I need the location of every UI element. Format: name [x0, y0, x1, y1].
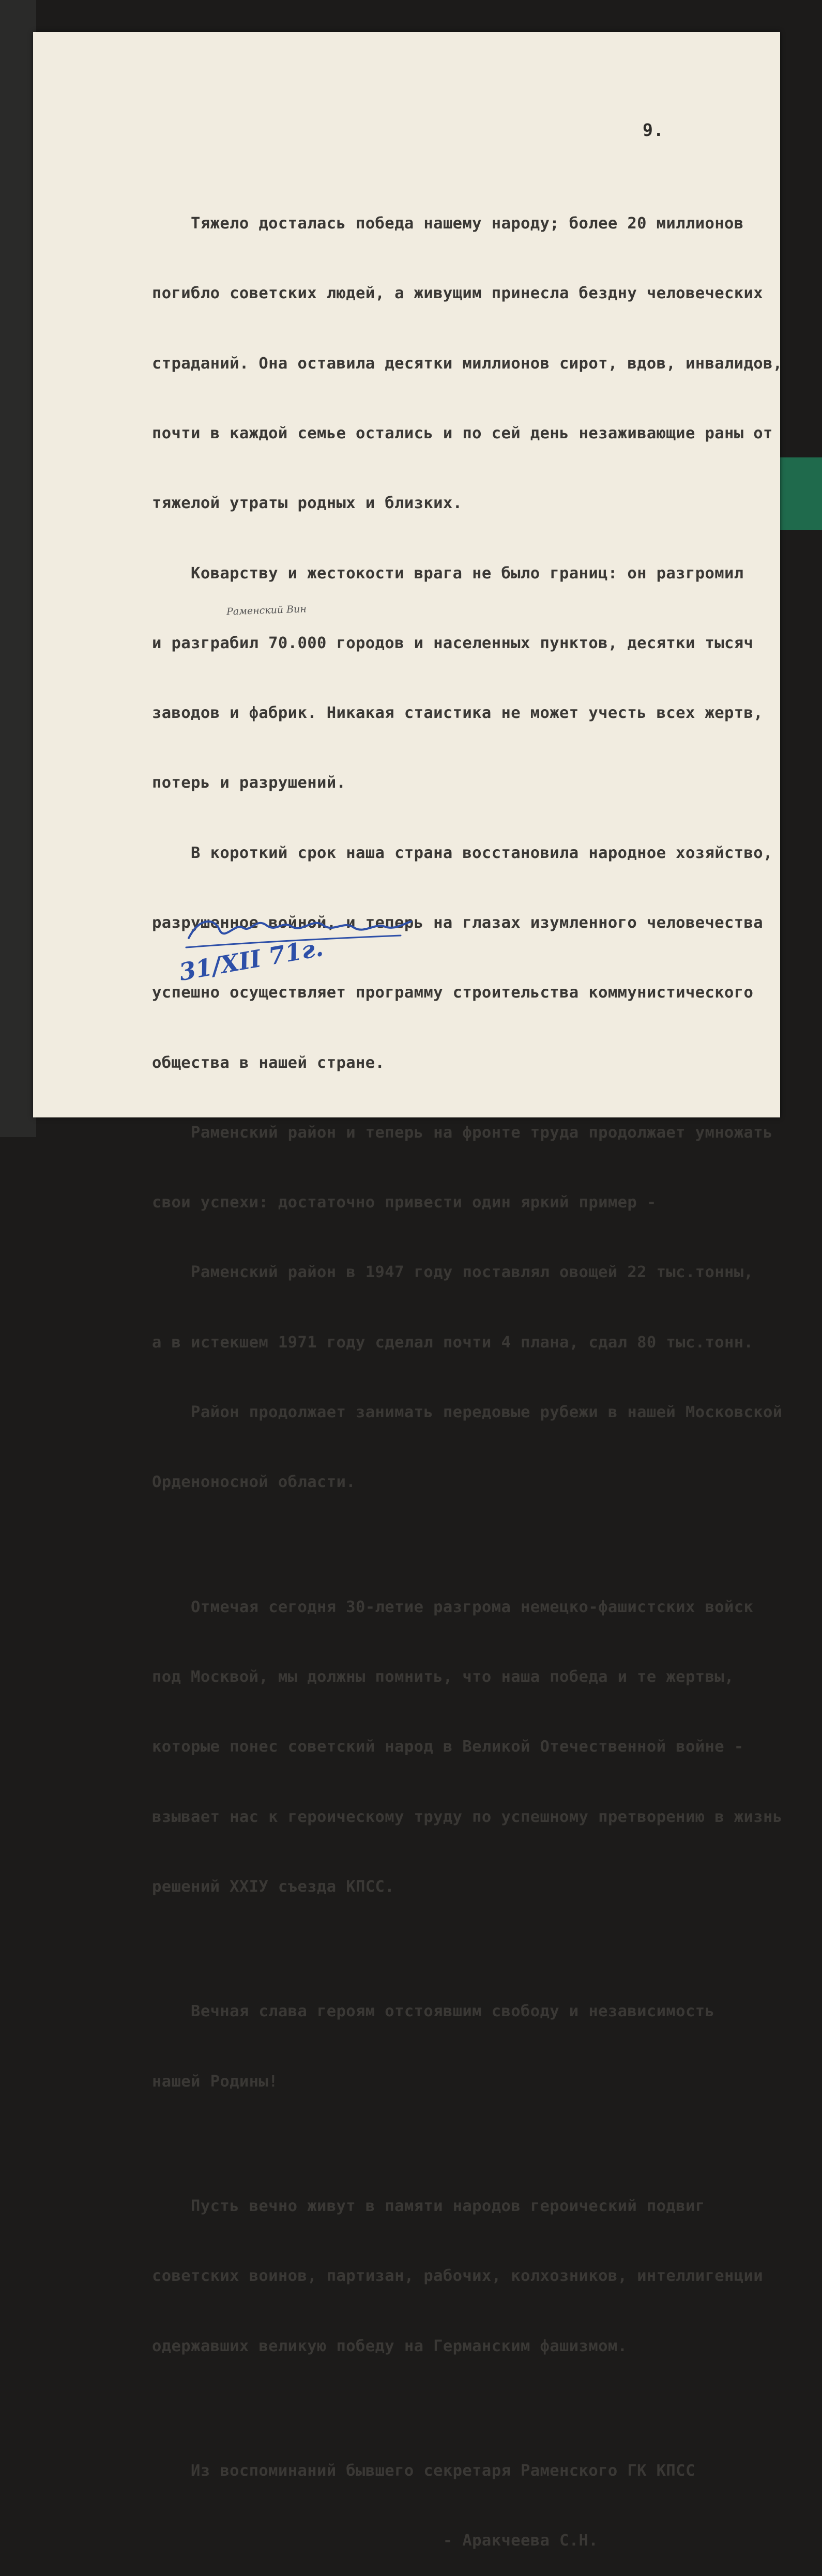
- text-line: успешно осуществляет программу строительства коммунистического: [152, 984, 754, 1002]
- text-line-gap: [152, 2140, 772, 2148]
- scan-left-border: [0, 0, 36, 1137]
- text-line: общества в нашей стране.: [152, 1053, 385, 1072]
- text-line: Пусть вечно живут в памяти народов героический подвиг: [152, 2197, 705, 2216]
- text-line: разрушенное войной, и теперь на глазах изумленного человечества: [152, 914, 764, 932]
- text-line: Раменский район в 1947 году поставлял овощей 22 тыс.тонны,: [152, 1263, 754, 1282]
- text-line: погибло советских людей, а живущим принесла бездну человеческих: [152, 284, 764, 303]
- text-line-gap: [152, 1541, 772, 1549]
- text-line: заводов и фабрик. Никакая стаистика не может учесть всех жертв,: [152, 704, 764, 723]
- text-line: почти в каждой семье остались и по сей день незаживающие раны от: [152, 424, 773, 443]
- archive-tab-marker: [775, 457, 822, 530]
- text-line: советских воинов, партизан, рабочих, колхозников, интеллигенции: [152, 2267, 764, 2286]
- text-line: свои успехи: достаточно привести один яркий пример -: [152, 1193, 657, 1212]
- text-line: нашей Родины!: [152, 2072, 278, 2091]
- text-line: а в истекшем 1971 году сделал почти 4 плана, сдал 80 тыс.тонн.: [152, 1333, 754, 1352]
- text-line-gap: [152, 1945, 772, 1953]
- text-line: под Москвой, мы должны помнить, что наша победа и те жертвы,: [152, 1668, 734, 1686]
- text-line: - Аракчеева С.Н.: [152, 2532, 599, 2550]
- text-line: страданий. Она оставила десятки миллионов сирот, вдов, инвалидов,: [152, 354, 783, 373]
- text-line: взывает нас к героическому труду по успешному претворению в жизнь: [152, 1807, 783, 1826]
- text-line: которые понес советский народ в Великой Отечественной войне -: [152, 1738, 744, 1756]
- signature-date: 31/XII 71г.: [177, 933, 326, 987]
- text-line: тяжелой утраты родных и близких.: [152, 494, 463, 513]
- text-line: и разграбил 70.000 городов и населенных пунктов, десятки тысяч: [152, 634, 754, 652]
- text-line: Раменский район и теперь на фронте труда продолжает умножать: [152, 1123, 773, 1142]
- text-line: Тяжело досталась победа нашему народу; более 20 миллионов: [152, 214, 744, 233]
- text-line: Из воспоминаний бывшего секретаря Раменского ГК КПСС: [152, 2462, 695, 2480]
- page-number: 9.: [643, 120, 664, 140]
- handwritten-note: Раменский Вин: [226, 603, 307, 618]
- text-line: Орденоносной области.: [152, 1473, 356, 1492]
- typed-text-body: [152, 165, 783, 2576]
- text-line: потерь и разрушений.: [152, 774, 346, 792]
- text-line: Коварству и жестокости врага не было границ: он разгромил: [152, 564, 744, 582]
- text-line: Район продолжает занимать передовые рубежи в нашей Московской: [152, 1403, 783, 1421]
- text-line-gap: [152, 2404, 772, 2413]
- text-line: Отмечая сегодня 30-летие разгрома немецко-фашистских войск: [152, 1598, 754, 1616]
- text-line: решений XXIУ съезда КПСС.: [152, 1877, 395, 1896]
- text-line: одержавших великую победу на Германским фашизмом.: [152, 2337, 628, 2355]
- text-line: Вечная слава героям отстоявшим свободу и независимость: [152, 2002, 715, 2021]
- text-line: В короткий срок наша страна восстановила народное хозяйство,: [152, 844, 773, 862]
